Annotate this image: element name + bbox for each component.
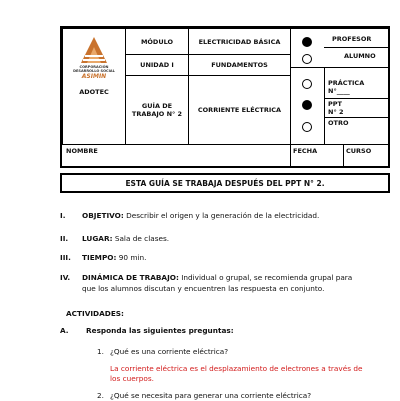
section-text: Describir el origen y la generación de la electricidad.	[123, 211, 320, 220]
section-dinamica-line2: que los alumnos discutan y encuentren las respuesta en conjunto.	[82, 284, 325, 293]
type-divider-2	[324, 117, 390, 118]
corporation-logo-icon	[79, 35, 109, 65]
section-num: III.	[60, 253, 71, 262]
type-ppt-label-line1: PPT	[328, 100, 342, 108]
question-text: ¿Qué se necesita para generar una corriente eléctrica?	[110, 391, 312, 400]
type-ppt-radio[interactable]	[302, 100, 312, 110]
section-text: 90 min.	[116, 253, 147, 262]
activities-title: ACTIVIDADES:	[66, 309, 124, 318]
type-practica-label-line1: PRÁCTICA	[328, 79, 365, 87]
question-text: ¿Qué es una corriente eléctrica?	[110, 347, 229, 356]
fecha-label: FECHA	[293, 147, 318, 155]
curso-label: CURSO	[346, 147, 372, 155]
logo-line2: DESARROLLO SOCIAL	[73, 69, 115, 73]
section-dinamica	[60, 273, 352, 283]
role-alumno-label: ALUMNO	[344, 52, 376, 60]
section-label: DINÁMICA DE TRABAJO:	[82, 273, 179, 282]
type-otro-label: OTRO	[328, 119, 349, 127]
question-1	[97, 347, 228, 357]
banner: ESTA GUÍA SE TRABAJA DESPUÉS DEL PPT N° 2.	[60, 173, 390, 193]
section-label: OBJETIVO:	[82, 211, 124, 220]
guia-value: CORRIENTE ELÉCTRICA	[188, 75, 291, 145]
nombre-label: NOMBRE	[66, 147, 98, 155]
unidad-value: FUNDAMENTOS	[188, 54, 291, 76]
answer-1-line2: los cuerpos.	[110, 374, 154, 383]
type-ppt-label-line2: N° 2	[328, 108, 344, 116]
section-num: II.	[60, 234, 69, 243]
section-label: LUGAR:	[82, 234, 113, 243]
section-text: Sala de clases.	[112, 234, 170, 243]
part-a-num: A.	[60, 326, 69, 335]
question-num: 1.	[97, 347, 104, 356]
type-column-divider	[324, 67, 325, 145]
logo-line1: CORPORACIÓN	[79, 65, 109, 69]
type-practica-radio[interactable]	[302, 79, 312, 89]
type-otro-radio[interactable]	[302, 122, 312, 132]
type-divider-1	[324, 98, 390, 99]
section-num: I.	[60, 211, 66, 220]
section-lugar	[60, 234, 169, 244]
section-num: IV.	[60, 273, 71, 282]
guia-label	[125, 75, 189, 145]
role-profesor-label: PROFESOR	[332, 35, 372, 43]
logo-brand: ASIMIN	[81, 73, 107, 80]
type-practica-label	[328, 79, 364, 95]
answer-1-line1: La corriente eléctrica es el desplazamiento de electrones a través de	[110, 364, 363, 373]
role-divider	[324, 47, 390, 48]
part-a	[60, 326, 234, 336]
part-a-title: Responda las siguientes preguntas:	[86, 326, 234, 335]
unidad-label: UNIDAD I	[125, 54, 189, 76]
modulo-label: MÓDULO	[125, 28, 189, 55]
section-text: Individual o grupal, se recomienda grupal para	[178, 273, 353, 282]
question-num: 2.	[97, 391, 104, 400]
org-name: ADOTEC	[79, 88, 109, 96]
role-alumno-radio[interactable]	[302, 54, 312, 64]
section-label: TIEMPO:	[82, 253, 117, 262]
type-practica-label-line2: N°____	[328, 87, 350, 95]
role-profesor-radio[interactable]	[302, 37, 312, 47]
guia-label-line2: TRABAJO N° 2	[131, 110, 183, 118]
modulo-value: ELECTRICIDAD BÁSICA	[188, 28, 291, 55]
logo-cell	[62, 28, 126, 145]
guia-label-line1: GUÍA DE	[141, 102, 173, 110]
header-table	[60, 26, 390, 168]
section-tiempo	[60, 253, 146, 263]
section-objetivo	[60, 211, 319, 221]
type-ppt-label	[328, 100, 343, 116]
